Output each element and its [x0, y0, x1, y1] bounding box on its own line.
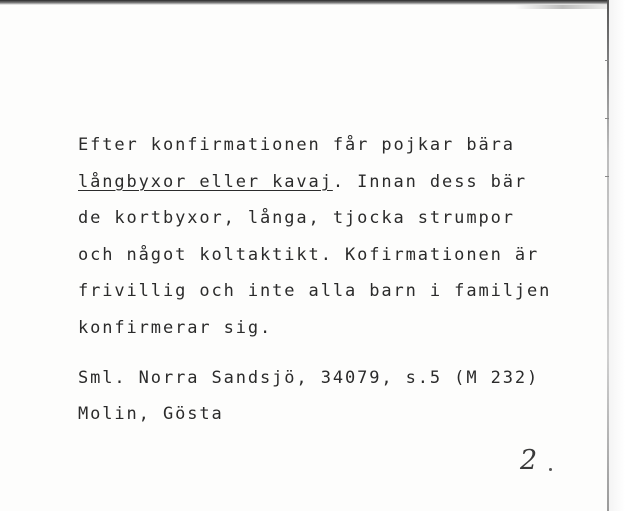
body-line-6: konfirmerar sig. — [78, 317, 273, 338]
card-body-text — [78, 131, 558, 350]
body-line-1: Efter konfirmationen får pojkar bära — [78, 135, 515, 155]
scan-tick — [605, 60, 609, 61]
body-line-4: och något koltaktikt. Kofirmationen är — [78, 244, 540, 265]
underlined-phrase: långbyxor eller kavaj — [78, 171, 333, 192]
scan-smudge — [515, 5, 610, 9]
scan-tick — [605, 176, 609, 177]
body-line-2 — [78, 168, 558, 205]
source-block — [78, 364, 558, 436]
body-line-3: de kortbyxor, långa, tjocka strumpor — [78, 208, 515, 228]
body-line-2-rest: . Innan dess bär — [332, 171, 528, 192]
body-line-5: frivillig och inte alla barn i familjen — [78, 281, 552, 301]
scan-right-edge — [607, 0, 609, 511]
scan-right-margin — [609, 0, 625, 511]
informant-name: Molin, Gösta — [78, 404, 224, 424]
page-number-dot — [549, 468, 552, 471]
handwritten-page-number: 2 — [520, 445, 538, 476]
source-reference: Sml. Norra Sandsjö, 34079, s.5 (M 232) — [78, 368, 540, 388]
scan-tick — [605, 118, 609, 119]
